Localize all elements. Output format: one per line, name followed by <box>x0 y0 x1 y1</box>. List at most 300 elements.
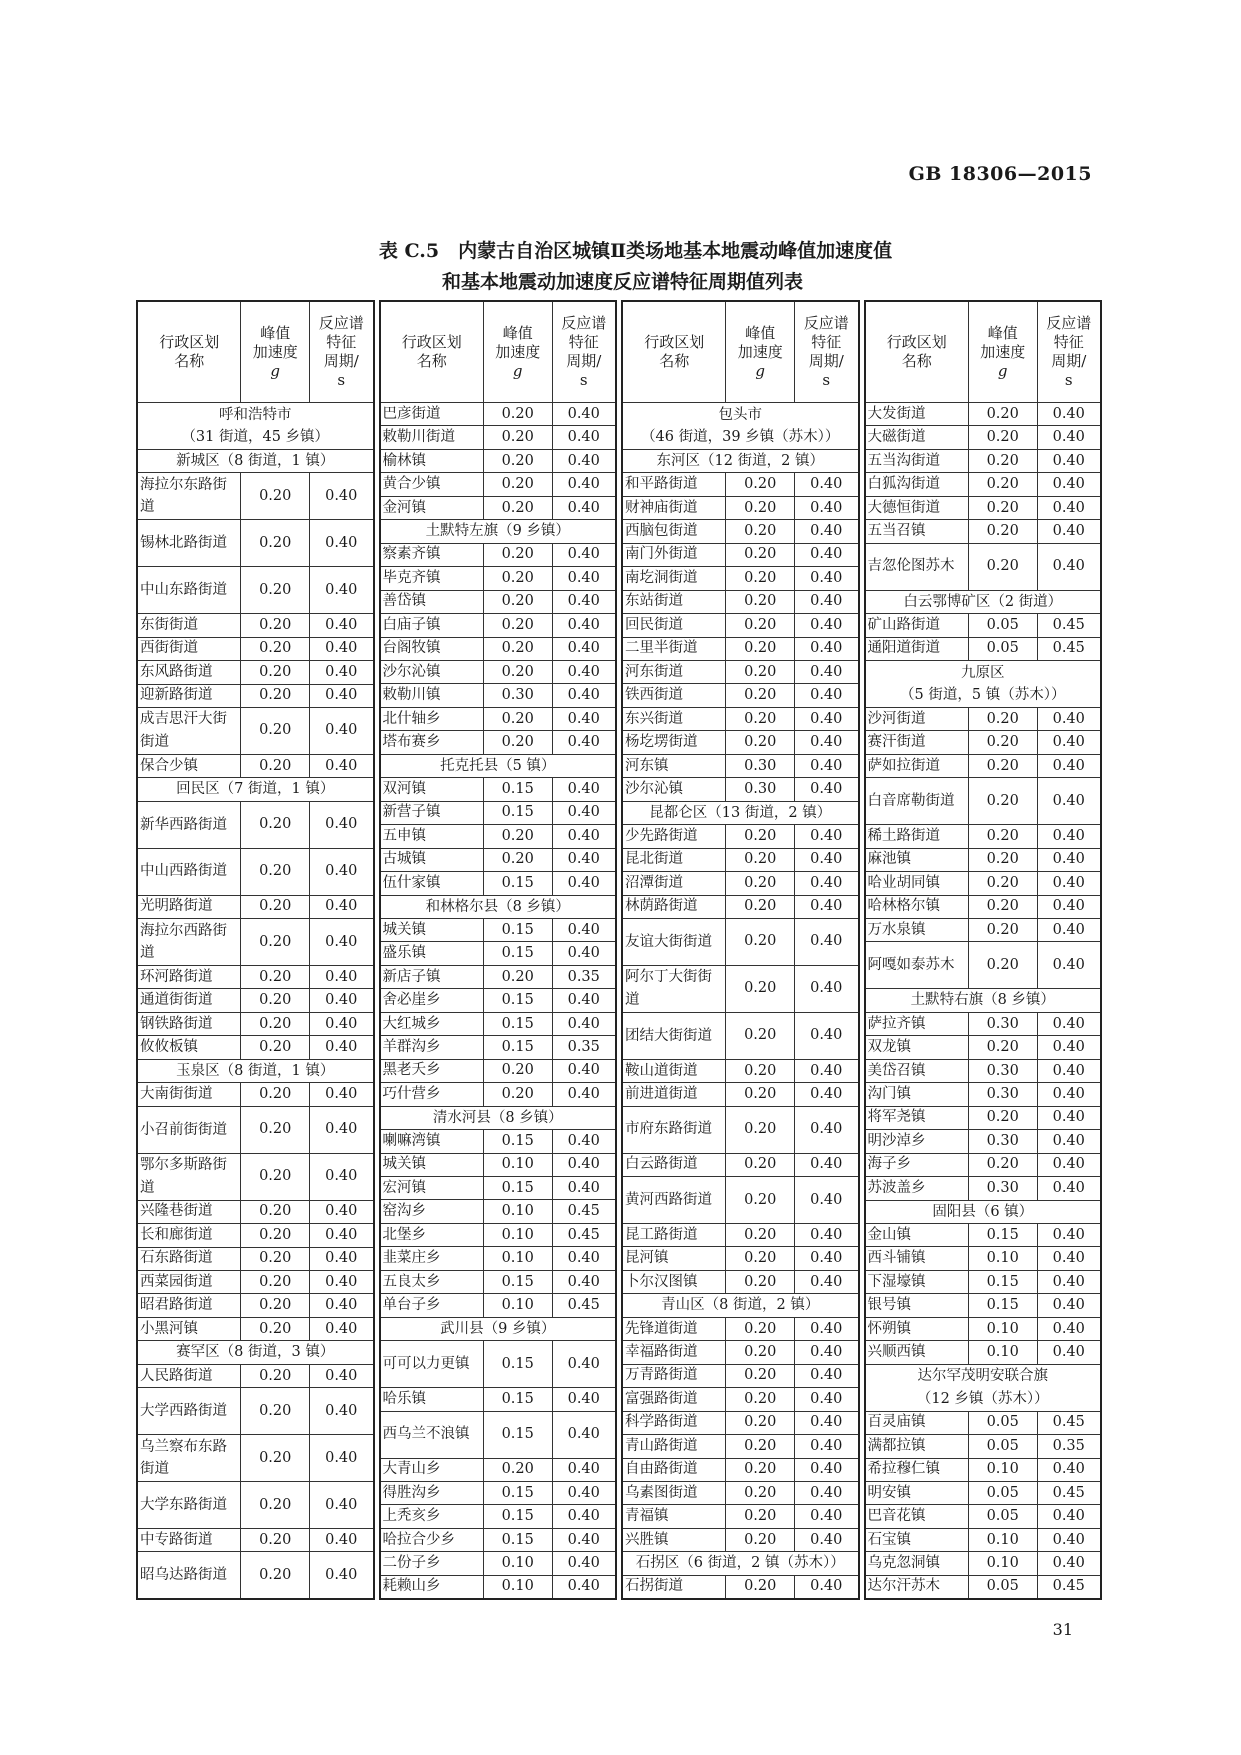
region-name: 自由路街道 <box>622 1458 726 1481</box>
group-row <box>137 1059 374 1082</box>
characteristic-period: 0.40 <box>1037 473 1101 496</box>
peak-acceleration: 0.20 <box>241 661 310 684</box>
characteristic-period: 0.40 <box>552 942 616 965</box>
table-row <box>865 1083 1102 1106</box>
characteristic-period: 0.40 <box>552 684 616 707</box>
characteristic-period: 0.40 <box>1037 1552 1101 1575</box>
region-name: 榆林镇 <box>380 449 484 472</box>
region-name: 沼潭街道 <box>622 872 726 895</box>
peak-acceleration: 0.20 <box>968 426 1037 449</box>
table-row <box>380 1411 617 1458</box>
characteristic-period: 0.40 <box>552 1177 616 1200</box>
peak-acceleration: 0.20 <box>726 872 795 895</box>
characteristic-period: 0.40 <box>310 1482 374 1529</box>
table-row <box>137 473 374 520</box>
table-row <box>137 1153 374 1200</box>
region-name: 沙尔沁镇 <box>380 661 484 684</box>
group-header: 和林格尔县（8 乡镇） <box>380 895 617 918</box>
peak-acceleration: 0.10 <box>968 1552 1037 1575</box>
peak-acceleration: 0.20 <box>241 1247 310 1270</box>
table-row <box>622 1270 859 1293</box>
region-name: 回民街道 <box>622 614 726 637</box>
header-period: 反应谱 特征 周期/ s <box>795 301 859 403</box>
region-name: 单台子乡 <box>380 1294 484 1317</box>
table-row <box>622 778 859 801</box>
region-name: 钢铁路街道 <box>137 1012 241 1035</box>
group-header: 九原区 （5 街道，5 镇（苏木）） <box>865 661 1102 708</box>
peak-acceleration: 0.15 <box>483 778 552 801</box>
group-row <box>865 989 1102 1012</box>
characteristic-period: 0.40 <box>552 1270 616 1293</box>
peak-acceleration: 0.20 <box>241 848 310 895</box>
characteristic-period: 0.40 <box>552 1411 616 1458</box>
peak-acceleration: 0.20 <box>726 1388 795 1411</box>
table-row <box>622 919 859 966</box>
region-name: 苏波盖乡 <box>865 1177 969 1200</box>
characteristic-period: 0.40 <box>795 1223 859 1246</box>
characteristic-period: 0.40 <box>1037 1012 1101 1035</box>
header-pga: 峰值 加速度 g <box>241 301 310 403</box>
region-name: 铁西街道 <box>622 684 726 707</box>
characteristic-period: 0.40 <box>310 520 374 567</box>
group-header: 土默特左旗（9 乡镇） <box>380 520 617 543</box>
peak-acceleration: 0.20 <box>483 707 552 730</box>
peak-acceleration: 0.20 <box>483 661 552 684</box>
peak-acceleration: 0.20 <box>483 637 552 660</box>
peak-acceleration: 0.30 <box>968 1177 1037 1200</box>
table-row <box>865 473 1102 496</box>
group-row <box>865 590 1102 613</box>
header-pga-unit: g <box>512 361 523 380</box>
peak-acceleration: 0.20 <box>483 543 552 566</box>
table-title-line2: 和基本地震动加速度反应谱特征周期值列表 <box>441 271 803 293</box>
characteristic-period: 0.40 <box>1037 1059 1101 1082</box>
peak-acceleration: 0.20 <box>483 825 552 848</box>
peak-acceleration: 0.20 <box>726 543 795 566</box>
table-row <box>865 919 1102 942</box>
table-row <box>865 637 1102 660</box>
region-name: 大德恒街道 <box>865 496 969 519</box>
region-name: 沟门镇 <box>865 1083 969 1106</box>
region-name: 将军尧镇 <box>865 1106 969 1129</box>
region-name: 五当召镇 <box>865 520 969 543</box>
region-name: 萨如拉街道 <box>865 754 969 777</box>
peak-acceleration: 0.20 <box>241 1388 310 1435</box>
characteristic-period: 0.40 <box>552 637 616 660</box>
region-name: 昭乌达路街道 <box>137 1552 241 1599</box>
characteristic-period: 0.40 <box>552 614 616 637</box>
table-row <box>622 590 859 613</box>
peak-acceleration: 0.20 <box>726 473 795 496</box>
region-name: 南门外街道 <box>622 543 726 566</box>
table-row <box>137 1200 374 1223</box>
region-name: 乌兰察布东路街道 <box>137 1435 241 1482</box>
table-row <box>380 449 617 472</box>
peak-acceleration: 0.05 <box>968 614 1037 637</box>
table-row <box>137 614 374 637</box>
header-name: 行政区划 名称 <box>865 301 969 403</box>
group-row <box>865 1364 1102 1411</box>
region-name: 兴顺西镇 <box>865 1341 969 1364</box>
peak-acceleration: 0.20 <box>726 1247 795 1270</box>
region-name: 西斗铺镇 <box>865 1247 969 1270</box>
peak-acceleration: 0.10 <box>968 1528 1037 1551</box>
peak-acceleration: 0.10 <box>483 1153 552 1176</box>
peak-acceleration: 0.20 <box>726 1481 795 1504</box>
table-row <box>380 1341 617 1388</box>
group-row <box>137 1341 374 1364</box>
peak-acceleration: 0.15 <box>483 1341 552 1388</box>
table-row <box>865 1012 1102 1035</box>
region-name: 敕勒川镇 <box>380 684 484 707</box>
group-row <box>380 895 617 918</box>
region-name: 环河路街道 <box>137 966 241 989</box>
table-row <box>380 731 617 754</box>
characteristic-period: 0.40 <box>552 567 616 590</box>
peak-acceleration: 0.20 <box>241 1153 310 1200</box>
region-name: 双龙镇 <box>865 1036 969 1059</box>
page-number: 31 <box>1052 1620 1073 1639</box>
characteristic-period: 0.40 <box>795 825 859 848</box>
peak-acceleration: 0.20 <box>483 1059 552 1082</box>
header-row <box>380 301 617 403</box>
characteristic-period: 0.40 <box>795 1059 859 1082</box>
characteristic-period: 0.40 <box>1037 1130 1101 1153</box>
table-row <box>137 637 374 660</box>
region-name: 大磁街道 <box>865 426 969 449</box>
table-row <box>137 1294 374 1317</box>
peak-acceleration: 0.15 <box>483 1505 552 1528</box>
peak-acceleration: 0.15 <box>483 1270 552 1293</box>
peak-acceleration: 0.20 <box>968 1036 1037 1059</box>
characteristic-period: 0.40 <box>310 1529 374 1552</box>
group-header: 玉泉区（8 街道，1 镇） <box>137 1059 374 1082</box>
region-name: 西脑包街道 <box>622 520 726 543</box>
peak-acceleration: 0.20 <box>241 895 310 918</box>
region-name: 光明路街道 <box>137 895 241 918</box>
characteristic-period: 0.40 <box>1037 1528 1101 1551</box>
region-name: 和平路街道 <box>622 473 726 496</box>
table-row <box>622 965 859 1012</box>
group-header: 新城区（8 街道，1 镇） <box>137 449 374 472</box>
peak-acceleration: 0.05 <box>968 1435 1037 1458</box>
table-row <box>865 1247 1102 1270</box>
peak-acceleration: 0.20 <box>726 1364 795 1387</box>
region-name: 敕勒川街道 <box>380 426 484 449</box>
table-row <box>380 403 617 426</box>
characteristic-period: 0.40 <box>310 614 374 637</box>
region-name: 昆北街道 <box>622 848 726 871</box>
region-name: 二份子乡 <box>380 1552 484 1575</box>
table-row <box>622 1012 859 1059</box>
characteristic-period: 0.40 <box>1037 543 1101 590</box>
region-name: 小召前街街道 <box>137 1106 241 1153</box>
peak-acceleration: 0.20 <box>726 1270 795 1293</box>
table-row <box>865 449 1102 472</box>
region-name: 阿嘎如泰苏木 <box>865 942 969 989</box>
peak-acceleration: 0.20 <box>726 848 795 871</box>
table-row <box>137 1083 374 1106</box>
region-name: 二里半街道 <box>622 637 726 660</box>
header-period: 反应谱 特征 周期/ s <box>552 301 616 403</box>
table-row <box>380 426 617 449</box>
characteristic-period: 0.40 <box>552 403 616 426</box>
region-name: 市府东路街道 <box>622 1106 726 1153</box>
table-row <box>380 1575 617 1599</box>
region-name: 善岱镇 <box>380 590 484 613</box>
characteristic-period: 0.35 <box>552 965 616 988</box>
group-row <box>380 1317 617 1340</box>
region-name: 阿尔丁大街街道 <box>622 965 726 1012</box>
region-name: 新店子镇 <box>380 965 484 988</box>
peak-acceleration: 0.20 <box>726 707 795 730</box>
table-row <box>380 614 617 637</box>
region-name: 万水泉镇 <box>865 919 969 942</box>
region-name: 成吉思汗大街街道 <box>137 707 241 754</box>
group-header: 土默特右旗（8 乡镇） <box>865 989 1102 1012</box>
peak-acceleration: 0.20 <box>483 473 552 496</box>
peak-acceleration: 0.20 <box>726 1223 795 1246</box>
region-name: 大学西路街道 <box>137 1388 241 1435</box>
table-row <box>380 637 617 660</box>
header-row <box>865 301 1102 403</box>
region-name: 大发街道 <box>865 403 969 426</box>
characteristic-period: 0.40 <box>1037 848 1101 871</box>
region-name: 毕克齐镇 <box>380 567 484 590</box>
region-name: 怀朔镇 <box>865 1317 969 1340</box>
peak-acceleration: 0.20 <box>726 1317 795 1340</box>
region-name: 塔布赛乡 <box>380 731 484 754</box>
table-column <box>379 300 618 1600</box>
region-name: 希拉穆仁镇 <box>865 1458 969 1481</box>
region-name: 石宝镇 <box>865 1528 969 1551</box>
peak-acceleration: 0.10 <box>968 1247 1037 1270</box>
peak-acceleration: 0.20 <box>968 520 1037 543</box>
peak-acceleration: 0.20 <box>726 590 795 613</box>
peak-acceleration: 0.15 <box>483 1012 552 1035</box>
characteristic-period: 0.40 <box>552 1247 616 1270</box>
table-row <box>380 1223 617 1246</box>
characteristic-period: 0.40 <box>1037 1341 1101 1364</box>
table-title-line1: 表 C.5 内蒙古自治区城镇Ⅱ类场地基本地震动峰值加速度值 <box>378 240 893 262</box>
characteristic-period: 0.40 <box>795 731 859 754</box>
characteristic-period: 0.40 <box>552 707 616 730</box>
characteristic-period: 0.45 <box>552 1223 616 1246</box>
characteristic-period: 0.40 <box>795 895 859 918</box>
peak-acceleration: 0.20 <box>483 426 552 449</box>
peak-acceleration: 0.20 <box>968 942 1037 989</box>
region-name: 人民路街道 <box>137 1364 241 1387</box>
region-name: 银号镇 <box>865 1294 969 1317</box>
characteristic-period: 0.40 <box>552 1481 616 1504</box>
group-header: 清水河县（8 乡镇） <box>380 1106 617 1129</box>
table-row <box>380 1153 617 1176</box>
peak-acceleration: 0.15 <box>968 1270 1037 1293</box>
characteristic-period: 0.40 <box>310 848 374 895</box>
table-row <box>622 1059 859 1082</box>
region-name: 鞍山道街道 <box>622 1059 726 1082</box>
peak-acceleration: 0.20 <box>241 1435 310 1482</box>
table-row <box>622 1317 859 1340</box>
group-row <box>622 1294 859 1317</box>
table-row <box>865 1223 1102 1246</box>
region-name: 北堡乡 <box>380 1223 484 1246</box>
table-row <box>380 778 617 801</box>
table-column <box>864 300 1103 1600</box>
table-row <box>622 754 859 777</box>
region-name: 大青山乡 <box>380 1458 484 1481</box>
characteristic-period: 0.40 <box>310 1224 374 1247</box>
characteristic-period: 0.40 <box>310 661 374 684</box>
table-row <box>865 707 1102 730</box>
table-row <box>380 1012 617 1035</box>
group-header: 托克托县（5 镇） <box>380 754 617 777</box>
group-row <box>137 449 374 472</box>
peak-acceleration: 0.15 <box>483 989 552 1012</box>
peak-acceleration: 0.20 <box>241 1224 310 1247</box>
peak-acceleration: 0.20 <box>726 1177 795 1224</box>
peak-acceleration: 0.15 <box>968 1294 1037 1317</box>
characteristic-period: 0.40 <box>310 1200 374 1223</box>
region-name: 可可以力更镇 <box>380 1341 484 1388</box>
group-header: 呼和浩特市 （31 街道，45 乡镇） <box>137 403 374 450</box>
peak-acceleration: 0.20 <box>483 496 552 519</box>
peak-acceleration: 0.20 <box>241 1270 310 1293</box>
region-name: 宏河镇 <box>380 1177 484 1200</box>
region-name: 耗赖山乡 <box>380 1575 484 1599</box>
characteristic-period: 0.40 <box>1037 707 1101 730</box>
region-name: 城关镇 <box>380 919 484 942</box>
peak-acceleration: 0.05 <box>968 1481 1037 1504</box>
header-row <box>137 301 374 403</box>
region-name: 明沙淖乡 <box>865 1130 969 1153</box>
characteristic-period: 0.40 <box>795 1247 859 1270</box>
peak-acceleration: 0.20 <box>968 1153 1037 1176</box>
region-name: 满都拉镇 <box>865 1435 969 1458</box>
peak-acceleration: 0.15 <box>483 801 552 824</box>
table-row <box>380 1083 617 1106</box>
characteristic-period: 0.40 <box>795 1153 859 1176</box>
characteristic-period: 0.40 <box>310 1153 374 1200</box>
peak-acceleration: 0.20 <box>726 1083 795 1106</box>
peak-acceleration: 0.20 <box>726 1575 795 1599</box>
characteristic-period: 0.35 <box>552 1036 616 1059</box>
region-name: 窑沟乡 <box>380 1200 484 1223</box>
peak-acceleration: 0.15 <box>483 1130 552 1153</box>
peak-acceleration: 0.20 <box>968 449 1037 472</box>
peak-acceleration: 0.10 <box>968 1317 1037 1340</box>
region-name: 通阳道街道 <box>865 637 969 660</box>
characteristic-period: 0.40 <box>310 895 374 918</box>
table-row <box>380 1481 617 1504</box>
characteristic-period: 0.40 <box>310 966 374 989</box>
table-row <box>622 1247 859 1270</box>
region-name: 幸福路街道 <box>622 1341 726 1364</box>
table-row <box>622 473 859 496</box>
table-row <box>380 1528 617 1551</box>
region-name: 达尔汗苏木 <box>865 1575 969 1599</box>
region-name: 昆河镇 <box>622 1247 726 1270</box>
group-row <box>622 1552 859 1575</box>
characteristic-period: 0.40 <box>1037 825 1101 848</box>
region-name: 新华西路街道 <box>137 801 241 848</box>
characteristic-period: 0.40 <box>1037 1177 1101 1200</box>
peak-acceleration: 0.20 <box>968 1106 1037 1129</box>
table-row <box>865 1341 1102 1364</box>
peak-acceleration: 0.05 <box>968 1411 1037 1434</box>
table-row <box>380 801 617 824</box>
table-row <box>137 1247 374 1270</box>
table-row <box>865 1528 1102 1551</box>
table-row <box>865 1575 1102 1599</box>
group-row <box>380 520 617 543</box>
region-name: 兴隆巷街道 <box>137 1200 241 1223</box>
characteristic-period: 0.40 <box>795 919 859 966</box>
peak-acceleration: 0.20 <box>726 1106 795 1153</box>
table-row <box>865 942 1102 989</box>
peak-acceleration: 0.20 <box>726 567 795 590</box>
peak-acceleration: 0.20 <box>968 778 1037 825</box>
region-name: 西街街道 <box>137 637 241 660</box>
table-row <box>622 848 859 871</box>
region-name: 团结大街街道 <box>622 1012 726 1059</box>
characteristic-period: 0.40 <box>1037 1505 1101 1528</box>
table-column <box>136 300 375 1600</box>
characteristic-period: 0.40 <box>795 848 859 871</box>
table-row <box>865 543 1102 590</box>
peak-acceleration: 0.15 <box>483 1481 552 1504</box>
peak-acceleration: 0.20 <box>968 895 1037 918</box>
table-row <box>865 848 1102 871</box>
table-row <box>622 895 859 918</box>
peak-acceleration: 0.20 <box>726 1505 795 1528</box>
table-row <box>622 567 859 590</box>
table-row <box>137 520 374 567</box>
characteristic-period: 0.40 <box>310 1435 374 1482</box>
region-name: 中山东路街道 <box>137 567 241 614</box>
peak-acceleration: 0.20 <box>483 590 552 613</box>
region-name: 黄合少镇 <box>380 473 484 496</box>
peak-acceleration: 0.15 <box>483 1528 552 1551</box>
peak-acceleration: 0.30 <box>726 754 795 777</box>
peak-acceleration: 0.20 <box>968 825 1037 848</box>
region-name: 矿山路街道 <box>865 614 969 637</box>
table-row <box>137 1482 374 1529</box>
peak-acceleration: 0.05 <box>968 1575 1037 1599</box>
characteristic-period: 0.40 <box>552 1388 616 1411</box>
table-row <box>622 1388 859 1411</box>
table-row <box>380 1458 617 1481</box>
region-name: 羊群沟乡 <box>380 1036 484 1059</box>
table-row <box>137 1552 374 1599</box>
region-name: 韭菜庄乡 <box>380 1247 484 1270</box>
region-name: 石东路街道 <box>137 1247 241 1270</box>
characteristic-period: 0.40 <box>795 1083 859 1106</box>
group-header: 赛罕区（8 街道，3 镇） <box>137 1341 374 1364</box>
header-pga: 峰值 加速度 g <box>968 301 1037 403</box>
group-header: 固阳县（6 镇） <box>865 1200 1102 1223</box>
peak-acceleration: 0.30 <box>483 684 552 707</box>
characteristic-period: 0.40 <box>310 684 374 707</box>
region-name: 哈拉合少乡 <box>380 1528 484 1551</box>
characteristic-period: 0.40 <box>795 1528 859 1551</box>
table-row <box>380 567 617 590</box>
region-name: 大红城乡 <box>380 1012 484 1035</box>
characteristic-period: 0.35 <box>1037 1435 1101 1458</box>
region-name: 前进道街道 <box>622 1083 726 1106</box>
header-pga: 峰值 加速度 g <box>726 301 795 403</box>
peak-acceleration: 0.20 <box>241 1482 310 1529</box>
